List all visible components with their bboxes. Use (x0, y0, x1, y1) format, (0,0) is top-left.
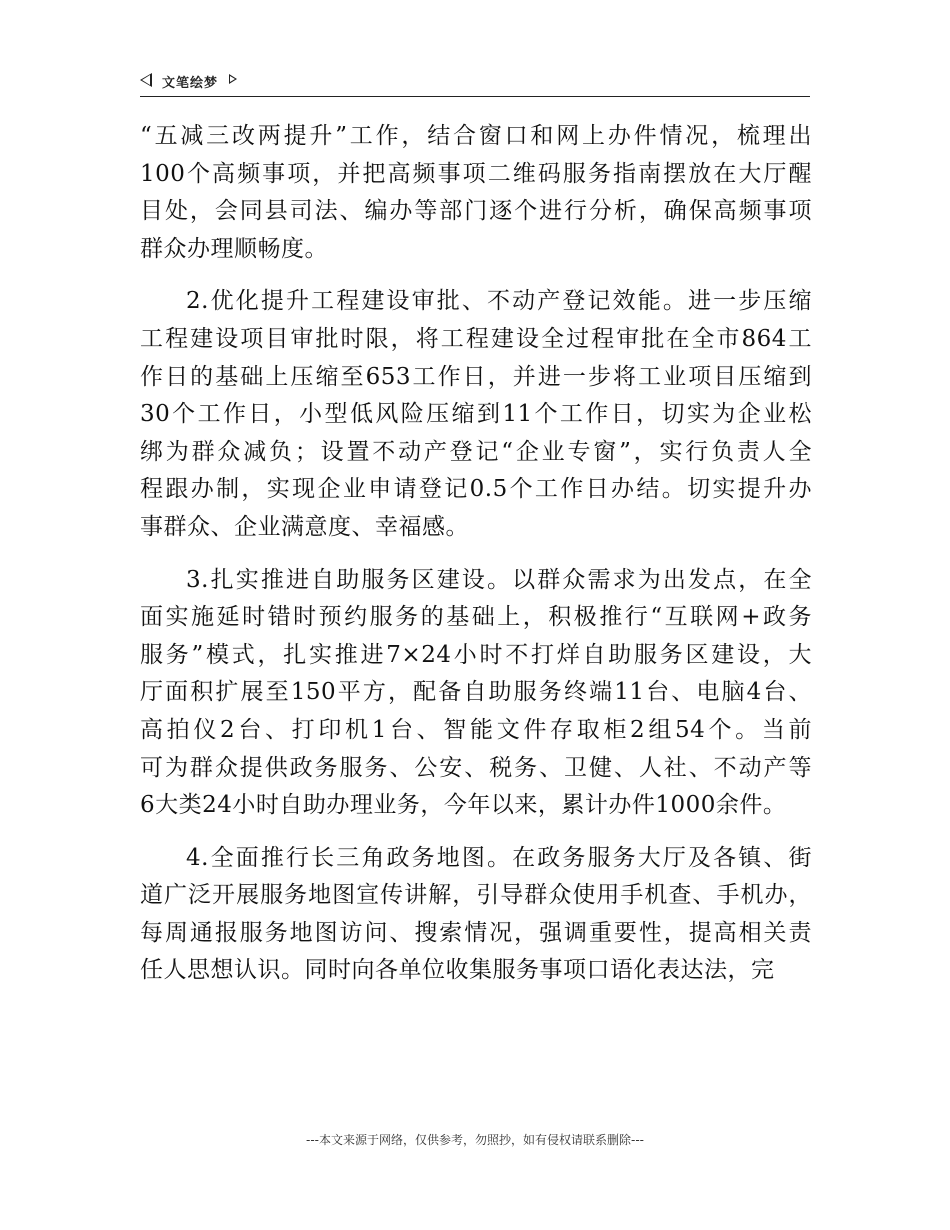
text-line: 可为群众提供政务服务、公安、税务、卫健、人社、不动产等 (140, 754, 812, 781)
text-line: 事群众、企业满意度、幸福感。 (140, 513, 469, 540)
text-line: 高拍仪2台、打印机1台、智能文件存取柜2组54个。当前 (140, 716, 812, 743)
text-line: 3.扎实推进自助服务区建设。以群众需求为出发点，在全 (186, 566, 812, 593)
text-line: 程跟办制，实现企业申请登记0.5个工作日办结。切实提升办 (140, 476, 812, 503)
paragraph-gap (140, 268, 812, 283)
footer-disclaimer: ---本文来源于网络，仅供参考，勿照抄，如有侵权请联系删除--- (306, 1133, 644, 1147)
text-line: 每周通报服务地图访问、搜索情况，强调重要性，提高相关责 (140, 919, 812, 946)
paragraph (140, 562, 812, 825)
text-line: “五减三改两提升”工作，结合窗口和网上办件情况，梳理出 (140, 123, 812, 149)
paragraph-gap (140, 825, 812, 840)
text-line: 道广泛开展服务地图宣传讲解，引导群众使用手机查、手机办， (140, 882, 812, 909)
header-brand: 文笔绘梦 (162, 76, 219, 91)
triangle-right-icon (229, 74, 237, 84)
paragraph (140, 283, 812, 546)
text-line: 100个高频事项，并把高频事项二维码服务指南摆放在大厅醒 (140, 160, 812, 187)
paragraph (140, 840, 812, 990)
text-line: 服务”模式，扎实推进7×24小时不打烊自助服务区建设，大 (140, 641, 812, 668)
text-line: 厅面积扩展至150平方，配备自助服务终端11台、电脑4台、 (140, 679, 812, 706)
text-line: 工程建设项目审批时限，将工程建设全过程审批在全市864工 (140, 325, 812, 352)
document-body (140, 118, 812, 990)
paragraph (140, 118, 812, 268)
triangle-left-icon (140, 73, 152, 87)
text-line: 目处，会同县司法、编办等部门逐个进行分析，确保高频事项 (140, 198, 812, 225)
text-line: 2.优化提升工程建设审批、不动产登记效能。进一步压缩 (186, 288, 812, 315)
text-line: 6大类24小时自助办理业务，今年以来，累计办件1000余件。 (140, 792, 787, 819)
text-line: 面实施延时错时预约服务的基础上，积极推行“互联网+政务 (140, 604, 812, 631)
text-line: 群众办理顺畅度。 (140, 235, 328, 262)
text-line: 任人思想认识。同时向各单位收集服务事项口语化表达法，完 (140, 957, 775, 984)
text-line: 绑为群众减负；设置不动产登记“企业专窗”，实行负责人全 (140, 438, 812, 465)
page-header (140, 68, 810, 97)
text-line: 4.全面推行长三角政务地图。在政务服务大厅及各镇、街 (186, 844, 812, 871)
paragraph-gap (140, 547, 812, 562)
text-line: 作日的基础上压缩至653工作日，并进一步将工业项目压缩到 (140, 363, 812, 390)
text-line: 30个工作日，小型低风险压缩到11个工作日，切实为企业松 (140, 401, 812, 428)
